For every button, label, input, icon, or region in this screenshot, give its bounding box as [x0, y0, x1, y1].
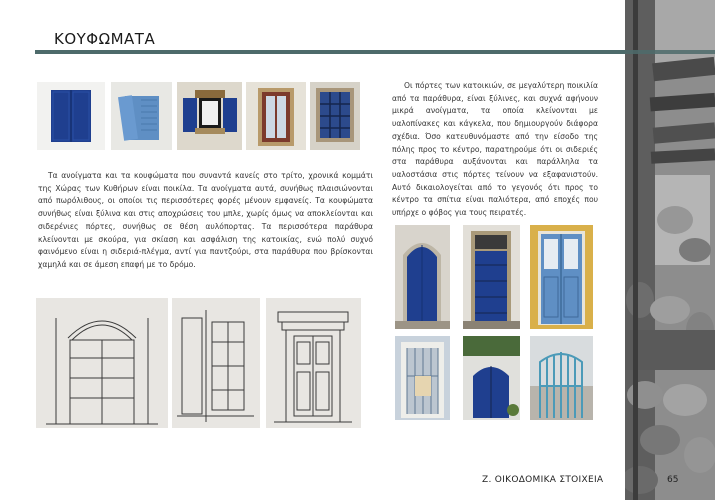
sketch-door-pediment: [266, 298, 361, 428]
door-photo-2: [463, 225, 520, 329]
page-number: 65: [667, 475, 679, 485]
door-photo-1: [395, 225, 450, 329]
door-photo-3: [530, 225, 593, 329]
door-photo-5: [463, 336, 520, 420]
sketch-window-shutters: [172, 298, 260, 428]
title-rule-right: [625, 50, 715, 54]
stone-wall-photo: [625, 0, 715, 500]
door-photo-6: [530, 336, 593, 420]
title-rule: [35, 50, 625, 54]
window-photo-4: [246, 82, 306, 150]
window-photo-5: [310, 82, 360, 150]
door-photo-4: [395, 336, 450, 420]
footer-section-label: Ζ. ΟΙΚΟΔΟΜΙΚΑ ΣΤΟΙΧΕΙΑ: [482, 475, 604, 485]
paragraph-left: Τα ανοίγματα και τα κουφώματα που συναντά κανείς στο τρίτο, χρονικά κομμάτι της Χώρας των Κυθήρων είναι ποικίλα. Τα ανοίγματα αυτά, συνήθως πλαισιώνονται από πωρόλιθους, οι οποίοι τις περισσότερες φορές μένουν εμφανείς. Τα κουφώματα συνήθως είναι ξύλινα και στις αποχρώσεις του μπλε, χωρίς όμως να αποκλείονται και σιδερένιες πόρτες, συνήθως σε θέση αυλόπορτας. Τα περισσότερα παράθυρα κλείνονται με σκούρα, για σκίαση και ασφάλιση της κατοικίας, ενώ πολύ συχνό φαινόμενο είναι η σιδεριά-πλέγμα, αντί για παντζούρι, στα παράθυρα που βρίσκονται χαμηλά και σε άμεση επαφή με το δρόμο.: [38, 171, 373, 269]
page-title: ΚΟΥΦΩΜΑΤΑ: [54, 30, 156, 48]
window-photo-3: [177, 82, 242, 150]
window-photo-1: [37, 82, 105, 150]
paragraph-right: Οι πόρτες των κατοικιών, σε μεγαλύτερη ποικιλία από τα παράθυρα, είναι ξύλινες, και συχνά αφήνουν μικρά ανοίγματα, τα οποία κλείνονται με υαλοπίνακες και κάγκελα, που δημιουργούν διάφορα σχέδια. Όσο κατευθυνόμαστε από την είσοδο της πόλης προς το κέντρο, παρατηρούμε ότι οι σιδεριές στα παράθυρα αυξάνονται και παράλληλα τα υαλοστάσια στις πόρτες τείνουν να εξαφανιστούν. Αυτό δικαιολογείται από το γεγονός ότι προς το κέντρο τα σπίτια είναι παλιότερα, από εποχές που υπήρχε ο φόβος για τους πειρατές.: [392, 81, 598, 218]
window-photo-2: [111, 82, 172, 150]
sketch-door-arched: [36, 298, 168, 428]
